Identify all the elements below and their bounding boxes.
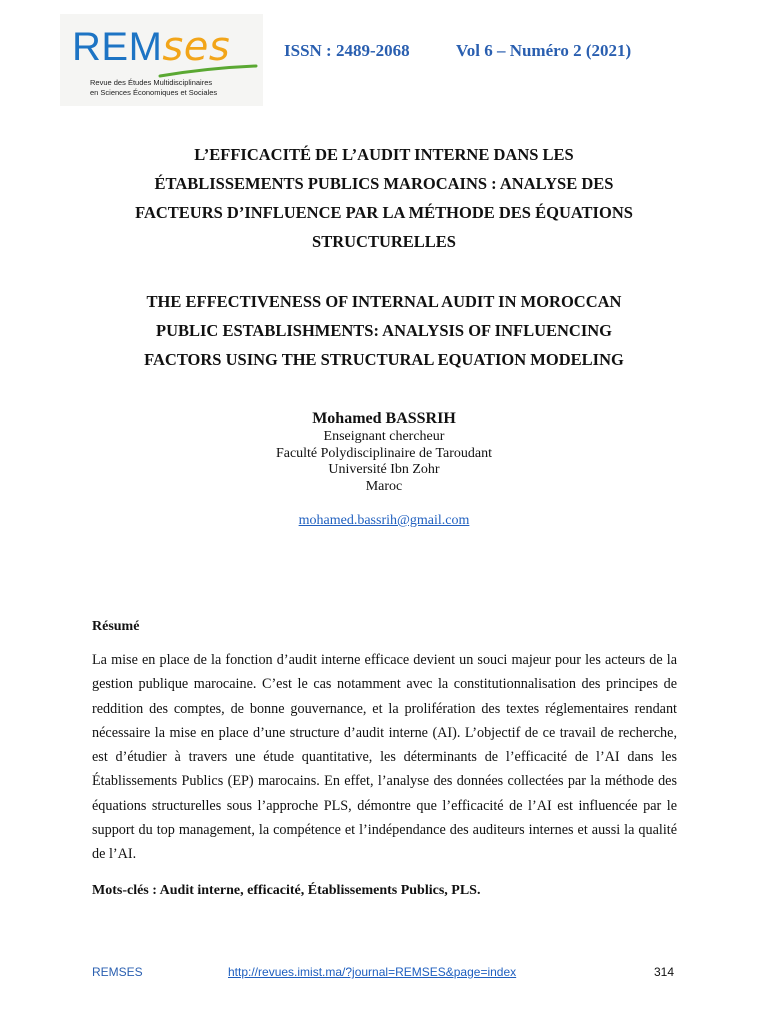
logo-wordmark: REMses [72,24,231,70]
title-french [60,140,708,256]
title-line: ÉTABLISSEMENTS PUBLICS MAROCAINS : ANALYSE DES [154,174,614,193]
title-line: FACTEURS D’INFLUENCE PAR LA MÉTHODE DES ÉQUATIONS [135,203,633,222]
title-english [60,287,708,374]
title-line: L’EFFICACITÉ DE L’AUDIT INTERNE DANS LES [194,145,574,164]
title-line: STRUCTURELLES [312,232,456,251]
author-email-link[interactable]: mohamed.bassrih@gmail.com [298,513,470,528]
affiliation-role: Enseignant chercheur [323,429,445,444]
abstract-text: La mise en place de la fonction d’audit interne efficace devient un souci majeur pour les acteurs de la gestion publique marocaine. C’est le cas notamment avec la constitutionnalisation des principes de reddition des comptes, de bonne gouvernance, et la prolifération des textes réglementaires rendant nécessaire la mise en place d’une structure d’audit interne (AI). L’objectif de ce travail de recherche, est d’étudier à travers une étude quantitative, les déterminants de l’efficacité de l’AI dans les Établissements Publics (EP) marocains. En effet, l’analyse des données collectées par la méthode des équations structurelles sous l’approche PLS, démontre que l’efficacité de l’AI est influencée par le support du top management, la compétence et l’indépendance des auditeurs internes et aussi la qualité de l’AI. [92,652,677,863]
footer-journal-url-link[interactable]: http://revues.imist.ma/?journal=REMSES&page=index [228,965,517,979]
logo-subtitle: Revue des Études Multidisciplinaires en Sciences Économiques et Sociales [90,78,218,97]
page-number: 314 [654,965,675,979]
title-line: THE EFFECTIVENESS OF INTERNAL AUDIT IN MOROCCAN [146,292,622,311]
issn-label: ISSN : 2489-2068 [284,41,410,60]
author-name: Mohamed BASSRIH [312,410,456,427]
logo-accent-text: ses [162,24,231,70]
affiliation-university: Université Ibn Zohr [328,462,440,477]
keywords: Mots-clés : Audit interne, efficacité, Établissements Publics, PLS. [92,883,481,898]
volume-label: Vol 6 – Numéro 2 (2021) [456,41,632,60]
footer-journal-name: REMSES [92,965,143,979]
abstract-heading: Résumé [92,619,140,634]
journal-logo [60,14,263,106]
title-line: FACTORS USING THE STRUCTURAL EQUATION MODELING [144,350,624,369]
title-line: PUBLIC ESTABLISHMENTS: ANALYSIS OF INFLUENCING [156,321,612,340]
author-block [160,409,608,495]
affiliation-faculty: Faculté Polydisciplinaire de Taroudant [275,445,493,461]
affiliation-country: Maroc [365,478,403,494]
